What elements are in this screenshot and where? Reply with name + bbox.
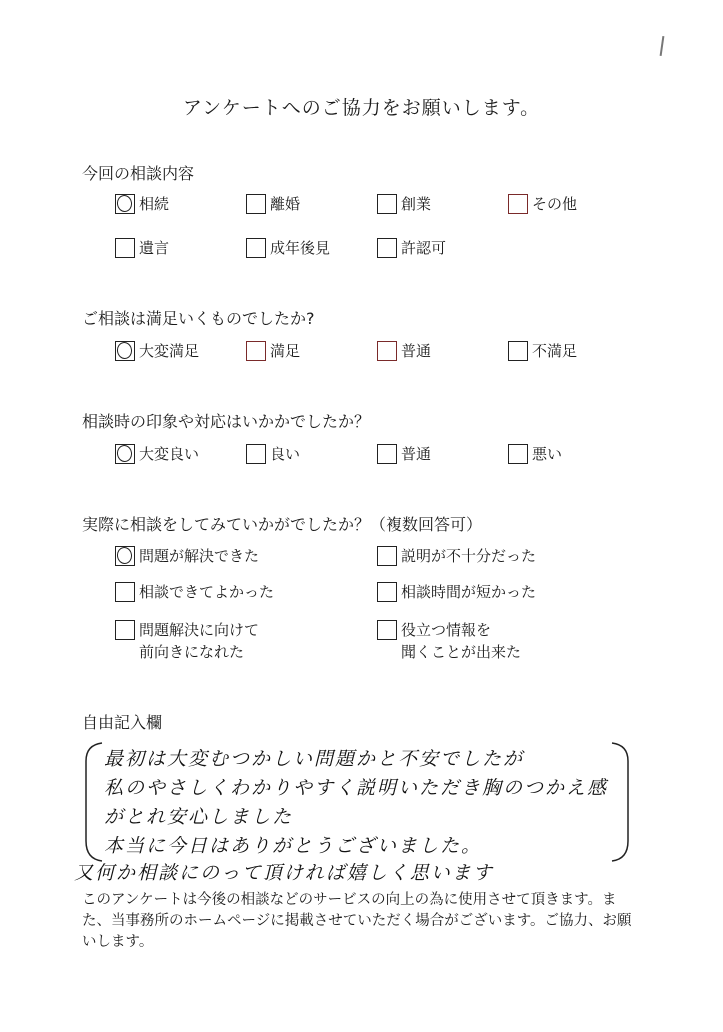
handwritten-line-2: 私のやさしくわかりやすく説明いただき胸のつかえ感 [104,777,609,799]
checkbox[interactable] [115,444,135,464]
checkbox[interactable] [115,194,135,214]
option-label: 大変良い [139,445,200,463]
handwritten-line-5: 又何か相談にのって頂ければ嬉しく思います [74,862,494,884]
option-label: 創業 [401,195,432,213]
option-label: 相続 [139,195,170,213]
checkbox[interactable] [377,341,397,361]
option-label: 悪い [532,445,563,463]
checkbox[interactable] [246,341,266,361]
option-label-line1: 役立つ情報を [401,621,492,639]
option-label: 離婚 [270,195,301,213]
option-glad-consulted[interactable] [115,582,274,602]
checkbox[interactable] [377,620,397,640]
option-startup[interactable] [377,194,431,214]
checkbox[interactable] [377,444,397,464]
checkbox[interactable] [377,582,397,602]
option-resolved[interactable] [115,546,259,566]
option-label: 良い [270,445,301,463]
checkbox[interactable] [115,546,135,566]
option-bad[interactable] [508,444,562,464]
checkbox[interactable] [246,238,266,258]
option-unsatisfied[interactable] [508,341,577,361]
option-label: 許認可 [401,239,447,257]
option-guardianship[interactable] [246,238,330,258]
handwritten-line-3: がとれ安心しました [104,806,294,828]
page-title: アンケートへのご協力をお願いします。 [182,97,541,119]
option-label: 問題が解決できた [139,547,260,565]
option-label-line1: 問題解決に向けて [139,621,260,639]
question-experience: 実際に相談をしてみていかがでしたか？（複数回答可） [82,515,483,534]
option-label: 普通 [401,445,432,463]
option-will[interactable] [115,238,169,258]
checkbox[interactable] [115,582,135,602]
option-divorce[interactable] [246,194,300,214]
option-label: 相談できてよかった [139,583,275,601]
handwritten-line-4: 本当に今日はありがとうございました。 [104,835,483,857]
option-label-line2: 聞くことが出来た [401,643,522,661]
footer-note: このアンケートは今後の相談などのサービスの向上の為に使用させて頂きます。また、当事務所のホームページに掲載させていただく場合がございます。ご協力、お願いします。 [82,892,632,950]
option-label: 遺言 [139,239,170,257]
checkbox[interactable] [246,194,266,214]
option-short-time[interactable] [377,582,536,602]
circle-mark-icon [116,444,133,463]
option-label: 満足 [270,342,301,360]
checkbox[interactable] [508,341,528,361]
option-label: 大変満足 [139,342,200,360]
free-comment-heading: 自由記入欄 [82,713,163,732]
checkbox[interactable] [508,444,528,464]
option-permit[interactable] [377,238,446,258]
option-insufficient-explanation[interactable] [377,546,536,566]
option-label: 相談時間が短かった [401,583,537,601]
option-label [139,619,259,663]
checkbox[interactable] [508,194,528,214]
option-label: 不満足 [532,342,578,360]
checkbox[interactable] [115,620,135,640]
circle-mark-icon [116,194,133,213]
handwritten-line-1: 最初は大変むつかしい問題かと不安でしたが [104,748,525,770]
option-label: 普通 [401,342,432,360]
option-label: 説明が不十分だった [401,547,537,565]
option-satisfied[interactable] [246,341,300,361]
option-good[interactable] [246,444,300,464]
circle-mark-icon [116,341,133,360]
option-average[interactable] [377,444,431,464]
option-very-good[interactable] [115,444,199,464]
question-consultation-type: 今回の相談内容 [82,164,195,183]
option-label [401,619,521,663]
option-label-line2: 前向きになれた [139,643,245,661]
question-satisfaction: ご相談は満足いくものでしたか? [82,309,315,328]
option-useful-info[interactable] [377,620,521,663]
option-inheritance[interactable] [115,194,169,214]
checkbox[interactable] [377,194,397,214]
question-impression: 相談時の印象や対応はいかかでしたか？ [82,412,371,431]
option-label: その他 [532,195,578,213]
option-positive[interactable] [115,620,259,663]
option-other[interactable] [508,194,577,214]
checkbox[interactable] [377,546,397,566]
option-normal[interactable] [377,341,431,361]
checkbox[interactable] [377,238,397,258]
option-very-satisfied[interactable] [115,341,199,361]
checkbox[interactable] [115,341,135,361]
checkbox[interactable] [115,238,135,258]
checkbox[interactable] [246,444,266,464]
stray-pen-mark [660,36,665,56]
option-label: 成年後見 [270,239,331,257]
circle-mark-icon [116,546,133,565]
